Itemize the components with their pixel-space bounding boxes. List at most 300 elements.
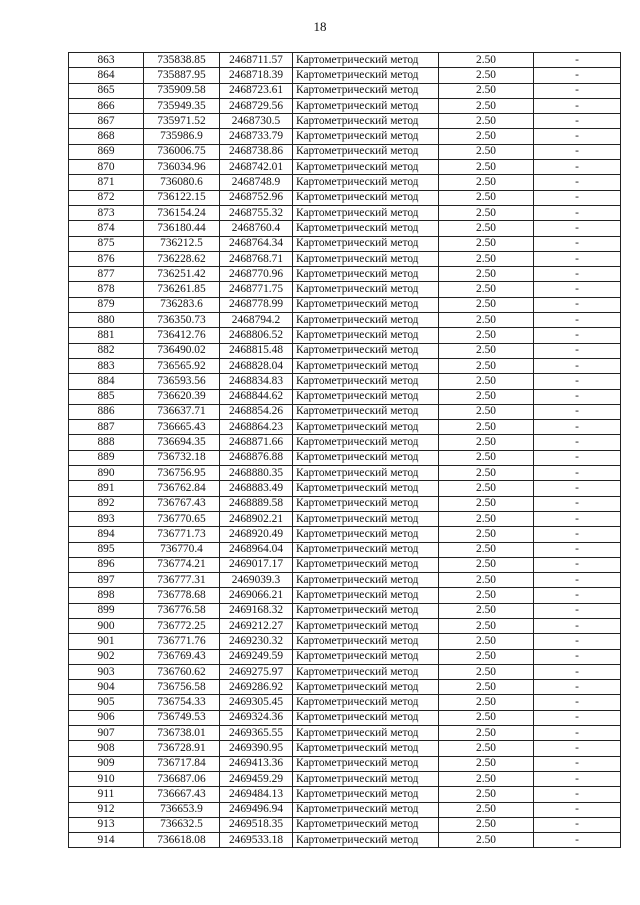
point-number-cell: 902 — [69, 649, 144, 664]
table-row — [69, 313, 621, 328]
note-cell: - — [534, 527, 621, 542]
y-coordinate-cell: 2468889.58 — [220, 496, 293, 511]
y-coordinate-cell: 2469249.59 — [220, 649, 293, 664]
table-row — [69, 511, 621, 526]
x-coordinate-cell: 736006.75 — [144, 144, 220, 159]
y-coordinate-cell: 2468729.56 — [220, 98, 293, 113]
note-cell: - — [534, 236, 621, 251]
x-coordinate-cell: 736762.84 — [144, 481, 220, 496]
x-coordinate-cell: 736565.92 — [144, 358, 220, 373]
point-number-cell: 876 — [69, 251, 144, 266]
point-number-cell: 872 — [69, 190, 144, 205]
table-row — [69, 726, 621, 741]
note-cell: - — [534, 741, 621, 756]
table-row — [69, 771, 621, 786]
y-coordinate-cell: 2468760.4 — [220, 221, 293, 236]
table-row — [69, 695, 621, 710]
accuracy-cell: 2.50 — [439, 358, 534, 373]
table-row — [69, 557, 621, 572]
x-coordinate-cell: 736632.5 — [144, 817, 220, 832]
method-cell: Картометрический метод — [293, 114, 439, 129]
note-cell: - — [534, 205, 621, 220]
method-cell: Картометрический метод — [293, 53, 439, 68]
table-row — [69, 190, 621, 205]
accuracy-cell: 2.50 — [439, 404, 534, 419]
accuracy-cell: 2.50 — [439, 53, 534, 68]
y-coordinate-cell: 2469324.36 — [220, 710, 293, 725]
y-coordinate-cell: 2469017.17 — [220, 557, 293, 572]
accuracy-cell: 2.50 — [439, 160, 534, 175]
note-cell: - — [534, 175, 621, 190]
accuracy-cell: 2.50 — [439, 680, 534, 695]
point-number-cell: 894 — [69, 527, 144, 542]
table-row — [69, 802, 621, 817]
note-cell: - — [534, 328, 621, 343]
point-number-cell: 913 — [69, 817, 144, 832]
note-cell: - — [534, 710, 621, 725]
table-row — [69, 466, 621, 481]
table-row — [69, 481, 621, 496]
x-coordinate-cell: 735949.35 — [144, 98, 220, 113]
x-coordinate-cell: 736771.76 — [144, 634, 220, 649]
method-cell: Картометрический метод — [293, 98, 439, 113]
point-number-cell: 868 — [69, 129, 144, 144]
method-cell: Картометрический метод — [293, 68, 439, 83]
y-coordinate-cell: 2468742.01 — [220, 160, 293, 175]
note-cell: - — [534, 420, 621, 435]
method-cell: Картометрический метод — [293, 175, 439, 190]
point-number-cell: 888 — [69, 435, 144, 450]
method-cell: Картометрический метод — [293, 420, 439, 435]
point-number-cell: 900 — [69, 618, 144, 633]
method-cell: Картометрический метод — [293, 251, 439, 266]
note-cell: - — [534, 634, 621, 649]
accuracy-cell: 2.50 — [439, 144, 534, 159]
note-cell: - — [534, 802, 621, 817]
point-number-cell: 903 — [69, 664, 144, 679]
x-coordinate-cell: 736728.91 — [144, 741, 220, 756]
y-coordinate-cell: 2469230.32 — [220, 634, 293, 649]
accuracy-cell: 2.50 — [439, 557, 534, 572]
note-cell: - — [534, 389, 621, 404]
method-cell: Картометрический метод — [293, 313, 439, 328]
table-row — [69, 98, 621, 113]
table-row — [69, 787, 621, 802]
y-coordinate-cell: 2468733.79 — [220, 129, 293, 144]
accuracy-cell: 2.50 — [439, 634, 534, 649]
page-number: 18 — [313, 19, 327, 34]
method-cell: Картометрический метод — [293, 358, 439, 373]
note-cell: - — [534, 160, 621, 175]
point-number-cell: 897 — [69, 573, 144, 588]
x-coordinate-cell: 736637.71 — [144, 404, 220, 419]
point-number-cell: 880 — [69, 313, 144, 328]
table-row — [69, 221, 621, 236]
accuracy-cell: 2.50 — [439, 588, 534, 603]
accuracy-cell: 2.50 — [439, 787, 534, 802]
accuracy-cell: 2.50 — [439, 481, 534, 496]
x-coordinate-cell: 735986.9 — [144, 129, 220, 144]
x-coordinate-cell: 736756.95 — [144, 466, 220, 481]
note-cell: - — [534, 466, 621, 481]
method-cell: Картометрический метод — [293, 695, 439, 710]
x-coordinate-cell: 736593.56 — [144, 374, 220, 389]
method-cell: Картометрический метод — [293, 160, 439, 175]
accuracy-cell: 2.50 — [439, 374, 534, 389]
y-coordinate-cell: 2468794.2 — [220, 313, 293, 328]
point-number-cell: 864 — [69, 68, 144, 83]
method-cell: Картометрический метод — [293, 144, 439, 159]
method-cell: Картометрический метод — [293, 496, 439, 511]
point-number-cell: 883 — [69, 358, 144, 373]
accuracy-cell: 2.50 — [439, 389, 534, 404]
x-coordinate-cell: 736620.39 — [144, 389, 220, 404]
note-cell: - — [534, 817, 621, 832]
accuracy-cell: 2.50 — [439, 511, 534, 526]
point-number-cell: 873 — [69, 205, 144, 220]
table-row — [69, 435, 621, 450]
y-coordinate-cell: 2468828.04 — [220, 358, 293, 373]
x-coordinate-cell: 736754.33 — [144, 695, 220, 710]
accuracy-cell: 2.50 — [439, 756, 534, 771]
accuracy-cell: 2.50 — [439, 328, 534, 343]
table-row — [69, 542, 621, 557]
y-coordinate-cell: 2468723.61 — [220, 83, 293, 98]
x-coordinate-cell: 736687.06 — [144, 771, 220, 786]
accuracy-cell: 2.50 — [439, 527, 534, 542]
accuracy-cell: 2.50 — [439, 664, 534, 679]
accuracy-cell: 2.50 — [439, 435, 534, 450]
note-cell: - — [534, 542, 621, 557]
y-coordinate-cell: 2468748.9 — [220, 175, 293, 190]
accuracy-cell: 2.50 — [439, 833, 534, 848]
point-number-cell: 879 — [69, 297, 144, 312]
point-number-cell: 877 — [69, 267, 144, 282]
y-coordinate-cell: 2469212.27 — [220, 618, 293, 633]
accuracy-cell: 2.50 — [439, 695, 534, 710]
point-number-cell: 906 — [69, 710, 144, 725]
table-row — [69, 573, 621, 588]
x-coordinate-cell: 735971.52 — [144, 114, 220, 129]
accuracy-cell: 2.50 — [439, 496, 534, 511]
method-cell: Картометрический метод — [293, 557, 439, 572]
table-row — [69, 129, 621, 144]
x-coordinate-cell: 736665.43 — [144, 420, 220, 435]
table-row — [69, 710, 621, 725]
y-coordinate-cell: 2469413.36 — [220, 756, 293, 771]
x-coordinate-cell: 736772.25 — [144, 618, 220, 633]
method-cell: Картометрический метод — [293, 282, 439, 297]
table-row — [69, 649, 621, 664]
method-cell: Картометрический метод — [293, 710, 439, 725]
y-coordinate-cell: 2468964.04 — [220, 542, 293, 557]
x-coordinate-cell: 736180.44 — [144, 221, 220, 236]
y-coordinate-cell: 2468752.96 — [220, 190, 293, 205]
method-cell: Картометрический метод — [293, 680, 439, 695]
y-coordinate-cell: 2469496.94 — [220, 802, 293, 817]
note-cell: - — [534, 53, 621, 68]
accuracy-cell: 2.50 — [439, 251, 534, 266]
point-number-cell: 898 — [69, 588, 144, 603]
y-coordinate-cell: 2469518.35 — [220, 817, 293, 832]
note-cell: - — [534, 282, 621, 297]
accuracy-cell: 2.50 — [439, 817, 534, 832]
x-coordinate-cell: 736769.43 — [144, 649, 220, 664]
table-row — [69, 251, 621, 266]
note-cell: - — [534, 664, 621, 679]
method-cell: Картометрический метод — [293, 267, 439, 282]
y-coordinate-cell: 2468738.86 — [220, 144, 293, 159]
y-coordinate-cell: 2468883.49 — [220, 481, 293, 496]
x-coordinate-cell: 736412.76 — [144, 328, 220, 343]
y-coordinate-cell: 2468806.52 — [220, 328, 293, 343]
table-row — [69, 328, 621, 343]
y-coordinate-cell: 2468834.83 — [220, 374, 293, 389]
y-coordinate-cell: 2468920.49 — [220, 527, 293, 542]
accuracy-cell: 2.50 — [439, 573, 534, 588]
accuracy-cell: 2.50 — [439, 205, 534, 220]
x-coordinate-cell: 736618.08 — [144, 833, 220, 848]
y-coordinate-cell: 2469305.45 — [220, 695, 293, 710]
accuracy-cell: 2.50 — [439, 420, 534, 435]
method-cell: Картометрический метод — [293, 741, 439, 756]
y-coordinate-cell: 2468876.88 — [220, 450, 293, 465]
x-coordinate-cell: 736774.21 — [144, 557, 220, 572]
note-cell: - — [534, 680, 621, 695]
note-cell: - — [534, 251, 621, 266]
table-row — [69, 144, 621, 159]
note-cell: - — [534, 588, 621, 603]
method-cell: Картометрический метод — [293, 527, 439, 542]
table-row — [69, 450, 621, 465]
table-row — [69, 267, 621, 282]
y-coordinate-cell: 2468711.57 — [220, 53, 293, 68]
table-row — [69, 374, 621, 389]
accuracy-cell: 2.50 — [439, 236, 534, 251]
point-number-cell: 865 — [69, 83, 144, 98]
point-number-cell: 899 — [69, 603, 144, 618]
method-cell: Картометрический метод — [293, 435, 439, 450]
x-coordinate-cell: 736717.84 — [144, 756, 220, 771]
method-cell: Картометрический метод — [293, 787, 439, 802]
x-coordinate-cell: 736776.58 — [144, 603, 220, 618]
accuracy-cell: 2.50 — [439, 68, 534, 83]
table-row — [69, 68, 621, 83]
y-coordinate-cell: 2468730.5 — [220, 114, 293, 129]
note-cell: - — [534, 649, 621, 664]
note-cell: - — [534, 68, 621, 83]
table-row — [69, 833, 621, 848]
table-row — [69, 618, 621, 633]
x-coordinate-cell: 736212.5 — [144, 236, 220, 251]
method-cell: Картометрический метод — [293, 802, 439, 817]
note-cell: - — [534, 404, 621, 419]
method-cell: Картометрический метод — [293, 221, 439, 236]
point-number-cell: 886 — [69, 404, 144, 419]
accuracy-cell: 2.50 — [439, 603, 534, 618]
x-coordinate-cell: 736778.68 — [144, 588, 220, 603]
accuracy-cell: 2.50 — [439, 282, 534, 297]
accuracy-cell: 2.50 — [439, 542, 534, 557]
y-coordinate-cell: 2469286.92 — [220, 680, 293, 695]
note-cell: - — [534, 618, 621, 633]
note-cell: - — [534, 114, 621, 129]
y-coordinate-cell: 2469275.97 — [220, 664, 293, 679]
y-coordinate-cell: 2469484.13 — [220, 787, 293, 802]
note-cell: - — [534, 343, 621, 358]
point-number-cell: 887 — [69, 420, 144, 435]
method-cell: Картометрический метод — [293, 466, 439, 481]
y-coordinate-cell: 2469168.32 — [220, 603, 293, 618]
y-coordinate-cell: 2468902.21 — [220, 511, 293, 526]
accuracy-cell: 2.50 — [439, 710, 534, 725]
x-coordinate-cell: 736251.42 — [144, 267, 220, 282]
point-number-cell: 875 — [69, 236, 144, 251]
point-number-cell: 869 — [69, 144, 144, 159]
method-cell: Картометрический метод — [293, 374, 439, 389]
method-cell: Картометрический метод — [293, 343, 439, 358]
table-row — [69, 83, 621, 98]
method-cell: Картометрический метод — [293, 481, 439, 496]
point-number-cell: 893 — [69, 511, 144, 526]
accuracy-cell: 2.50 — [439, 175, 534, 190]
table-row — [69, 680, 621, 695]
note-cell: - — [534, 771, 621, 786]
accuracy-cell: 2.50 — [439, 466, 534, 481]
point-number-cell: 901 — [69, 634, 144, 649]
x-coordinate-cell: 736667.43 — [144, 787, 220, 802]
note-cell: - — [534, 573, 621, 588]
note-cell: - — [534, 313, 621, 328]
y-coordinate-cell: 2468768.71 — [220, 251, 293, 266]
table-row — [69, 634, 621, 649]
accuracy-cell: 2.50 — [439, 343, 534, 358]
x-coordinate-cell: 736770.4 — [144, 542, 220, 557]
table-row — [69, 343, 621, 358]
point-number-cell: 867 — [69, 114, 144, 129]
accuracy-cell: 2.50 — [439, 450, 534, 465]
method-cell: Картометрический метод — [293, 404, 439, 419]
y-coordinate-cell: 2468864.23 — [220, 420, 293, 435]
point-number-cell: 884 — [69, 374, 144, 389]
note-cell: - — [534, 129, 621, 144]
table-row — [69, 404, 621, 419]
note-cell: - — [534, 83, 621, 98]
x-coordinate-cell: 736350.73 — [144, 313, 220, 328]
table-row — [69, 664, 621, 679]
method-cell: Картометрический метод — [293, 618, 439, 633]
note-cell: - — [534, 297, 621, 312]
table-row — [69, 496, 621, 511]
x-coordinate-cell: 736154.24 — [144, 205, 220, 220]
accuracy-cell: 2.50 — [439, 221, 534, 236]
table-row — [69, 588, 621, 603]
note-cell: - — [534, 557, 621, 572]
note-cell: - — [534, 833, 621, 848]
accuracy-cell: 2.50 — [439, 313, 534, 328]
x-coordinate-cell: 736283.6 — [144, 297, 220, 312]
y-coordinate-cell: 2468755.32 — [220, 205, 293, 220]
note-cell: - — [534, 726, 621, 741]
y-coordinate-cell: 2468880.35 — [220, 466, 293, 481]
coordinates-table-body — [69, 53, 621, 848]
accuracy-cell: 2.50 — [439, 83, 534, 98]
method-cell: Картометрический метод — [293, 389, 439, 404]
table-row — [69, 114, 621, 129]
table-row — [69, 756, 621, 771]
method-cell: Картометрический метод — [293, 83, 439, 98]
table-row — [69, 603, 621, 618]
note-cell: - — [534, 98, 621, 113]
method-cell: Картометрический метод — [293, 236, 439, 251]
method-cell: Картометрический метод — [293, 573, 439, 588]
x-coordinate-cell: 736261.85 — [144, 282, 220, 297]
accuracy-cell: 2.50 — [439, 129, 534, 144]
point-number-cell: 910 — [69, 771, 144, 786]
accuracy-cell: 2.50 — [439, 114, 534, 129]
y-coordinate-cell: 2468764.34 — [220, 236, 293, 251]
y-coordinate-cell: 2469365.55 — [220, 726, 293, 741]
note-cell: - — [534, 358, 621, 373]
note-cell: - — [534, 450, 621, 465]
note-cell: - — [534, 787, 621, 802]
note-cell: - — [534, 496, 621, 511]
point-number-cell: 863 — [69, 53, 144, 68]
y-coordinate-cell: 2468771.75 — [220, 282, 293, 297]
accuracy-cell: 2.50 — [439, 190, 534, 205]
accuracy-cell: 2.50 — [439, 98, 534, 113]
table-row — [69, 160, 621, 175]
point-number-cell: 892 — [69, 496, 144, 511]
y-coordinate-cell: 2468778.99 — [220, 297, 293, 312]
note-cell: - — [534, 374, 621, 389]
accuracy-cell: 2.50 — [439, 618, 534, 633]
x-coordinate-cell: 736777.31 — [144, 573, 220, 588]
table-row — [69, 741, 621, 756]
x-coordinate-cell: 735887.95 — [144, 68, 220, 83]
x-coordinate-cell: 736080.6 — [144, 175, 220, 190]
table-row — [69, 175, 621, 190]
point-number-cell: 909 — [69, 756, 144, 771]
table-row — [69, 817, 621, 832]
accuracy-cell: 2.50 — [439, 726, 534, 741]
x-coordinate-cell: 736760.62 — [144, 664, 220, 679]
y-coordinate-cell: 2469533.18 — [220, 833, 293, 848]
method-cell: Картометрический метод — [293, 588, 439, 603]
x-coordinate-cell: 736034.96 — [144, 160, 220, 175]
table-row — [69, 527, 621, 542]
note-cell: - — [534, 695, 621, 710]
method-cell: Картометрический метод — [293, 328, 439, 343]
table-row — [69, 420, 621, 435]
point-number-cell: 911 — [69, 787, 144, 802]
accuracy-cell: 2.50 — [439, 649, 534, 664]
x-coordinate-cell: 736653.9 — [144, 802, 220, 817]
accuracy-cell: 2.50 — [439, 297, 534, 312]
point-number-cell: 907 — [69, 726, 144, 741]
note-cell: - — [534, 756, 621, 771]
y-coordinate-cell: 2468854.26 — [220, 404, 293, 419]
note-cell: - — [534, 481, 621, 496]
table-row — [69, 297, 621, 312]
note-cell: - — [534, 190, 621, 205]
x-coordinate-cell: 736694.35 — [144, 435, 220, 450]
accuracy-cell: 2.50 — [439, 802, 534, 817]
point-number-cell: 882 — [69, 343, 144, 358]
y-coordinate-cell: 2468844.62 — [220, 389, 293, 404]
point-number-cell: 896 — [69, 557, 144, 572]
method-cell: Картометрический метод — [293, 129, 439, 144]
